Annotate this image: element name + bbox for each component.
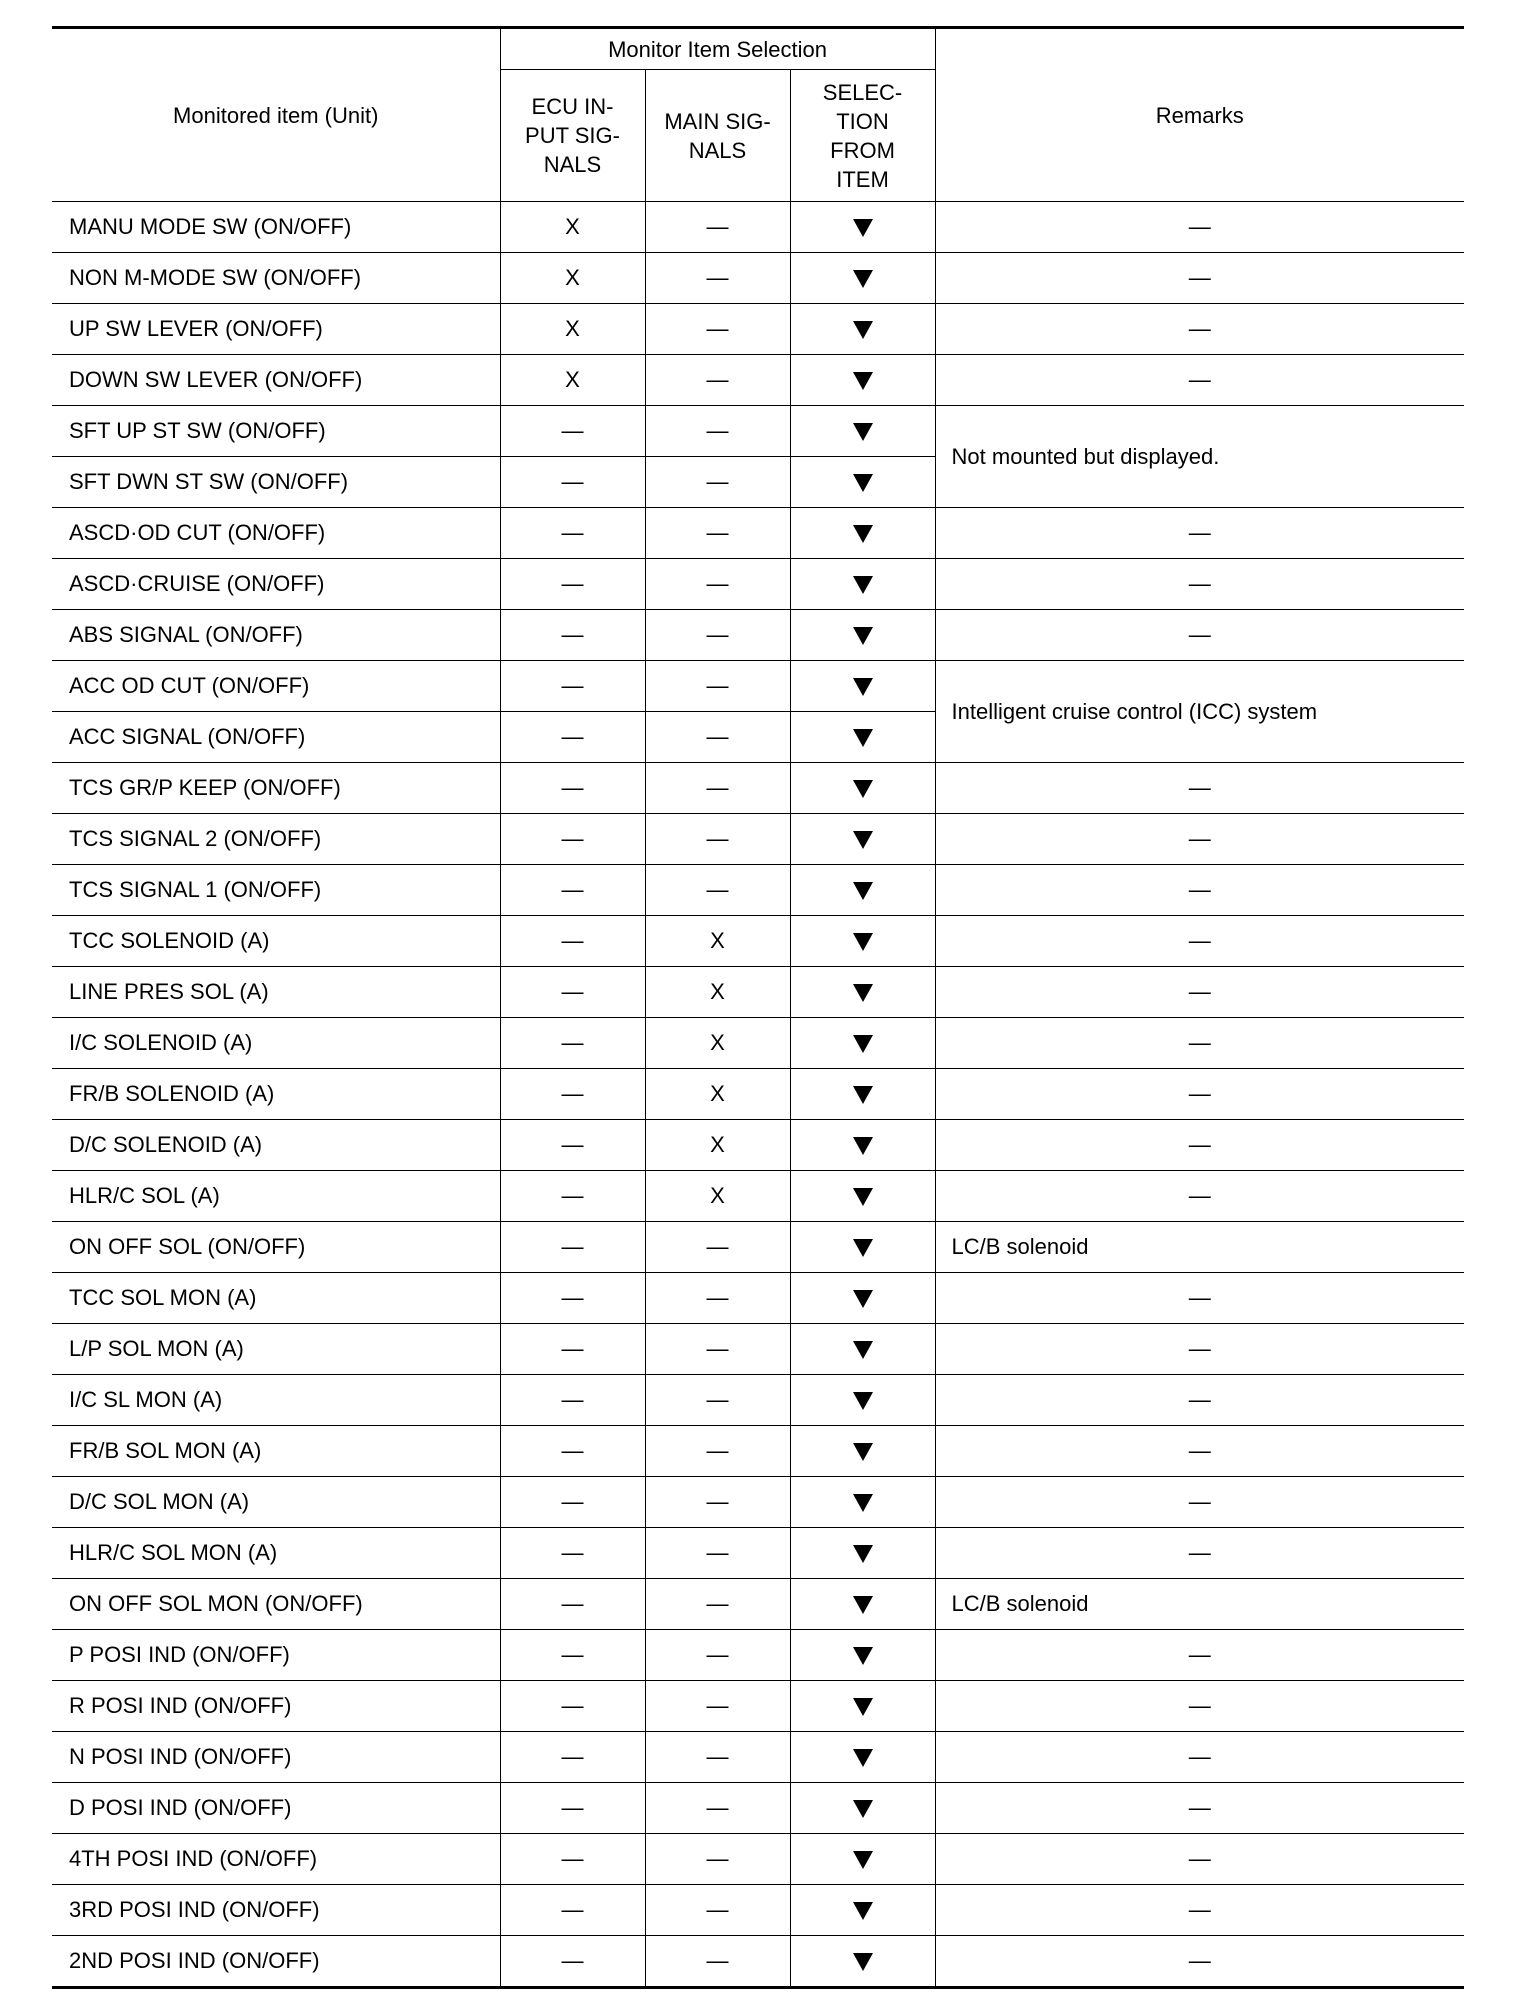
monitored-item-cell: ABS SIGNAL (ON/OFF) xyxy=(52,610,500,661)
table-row xyxy=(52,916,1464,967)
remarks-cell: — xyxy=(935,1630,1464,1681)
ecu-input-mark: — xyxy=(500,865,645,916)
header-sel-line-1: SELEC- xyxy=(822,79,903,105)
table-row xyxy=(52,1171,1464,1222)
monitored-item-cell: I/C SOLENOID (A) xyxy=(52,1018,500,1069)
table-row xyxy=(52,865,1464,916)
main-signals-mark: X xyxy=(645,1069,790,1120)
selection-from-item-mark xyxy=(790,1120,935,1171)
monitored-item-cell: N POSI IND (ON/OFF) xyxy=(52,1732,500,1783)
main-signals-mark: — xyxy=(645,610,790,661)
monitored-item-cell: D/C SOL MON (A) xyxy=(52,1477,500,1528)
selection-from-item-mark xyxy=(790,1222,935,1273)
selection-from-item-mark xyxy=(790,1426,935,1477)
down-triangle-icon xyxy=(853,882,873,900)
main-signals-mark: — xyxy=(645,1732,790,1783)
monitored-item-cell: ASCD·OD CUT (ON/OFF) xyxy=(52,508,500,559)
monitored-item-cell: ACC SIGNAL (ON/OFF) xyxy=(52,712,500,763)
remarks-cell: — xyxy=(935,1885,1464,1936)
selection-from-item-mark xyxy=(790,763,935,814)
ecu-input-mark: — xyxy=(500,610,645,661)
remarks-cell: LC/B solenoid xyxy=(935,1579,1464,1630)
selection-from-item-mark xyxy=(790,610,935,661)
down-triangle-icon xyxy=(853,984,873,1002)
main-signals-mark: — xyxy=(645,1324,790,1375)
remarks-cell: — xyxy=(935,916,1464,967)
remarks-cell: — xyxy=(935,1681,1464,1732)
main-signals-mark: — xyxy=(645,1834,790,1885)
table-row xyxy=(52,1426,1464,1477)
table-row xyxy=(52,1630,1464,1681)
main-signals-mark: — xyxy=(645,865,790,916)
ecu-input-mark: — xyxy=(500,1885,645,1936)
ecu-input-mark: — xyxy=(500,1783,645,1834)
ecu-input-mark: X xyxy=(500,355,645,406)
ecu-input-mark: — xyxy=(500,1630,645,1681)
remarks-cell: — xyxy=(935,967,1464,1018)
selection-from-item-mark xyxy=(790,712,935,763)
main-signals-mark: X xyxy=(645,967,790,1018)
down-triangle-icon xyxy=(853,1851,873,1869)
monitored-item-cell: UP SW LEVER (ON/OFF) xyxy=(52,304,500,355)
monitored-item-cell: NON M-MODE SW (ON/OFF) xyxy=(52,253,500,304)
table-row xyxy=(52,1018,1464,1069)
down-triangle-icon xyxy=(853,1800,873,1818)
table-row xyxy=(52,202,1464,253)
remarks-cell: Intelligent cruise control (ICC) system xyxy=(935,661,1464,763)
ecu-input-mark: — xyxy=(500,1834,645,1885)
monitored-item-cell: I/C SL MON (A) xyxy=(52,1375,500,1426)
monitor-item-table xyxy=(52,26,1464,1989)
selection-from-item-mark xyxy=(790,1324,935,1375)
ecu-input-mark: — xyxy=(500,1273,645,1324)
header-main-line-2: NALS xyxy=(688,137,747,163)
remarks-cell: — xyxy=(935,253,1464,304)
monitored-item-cell: TCS SIGNAL 2 (ON/OFF) xyxy=(52,814,500,865)
header-sel-line-4: ITEM xyxy=(836,166,889,192)
main-signals-mark: X xyxy=(645,1171,790,1222)
header-monitored-item: Monitored item (Unit) xyxy=(52,28,500,202)
monitored-item-cell: D/C SOLENOID (A) xyxy=(52,1120,500,1171)
main-signals-mark: X xyxy=(645,916,790,967)
monitored-item-cell: FR/B SOLENOID (A) xyxy=(52,1069,500,1120)
table-row xyxy=(52,1120,1464,1171)
header-ecu-line-2: PUT SIG- xyxy=(525,123,620,148)
main-signals-mark: — xyxy=(645,457,790,508)
down-triangle-icon xyxy=(853,372,873,390)
main-signals-mark: — xyxy=(645,814,790,865)
down-triangle-icon xyxy=(853,1035,873,1053)
monitored-item-cell: DOWN SW LEVER (ON/OFF) xyxy=(52,355,500,406)
monitored-item-cell: 4TH POSI IND (ON/OFF) xyxy=(52,1834,500,1885)
remarks-cell: — xyxy=(935,865,1464,916)
selection-from-item-mark xyxy=(790,1783,935,1834)
monitored-item-cell: ACC OD CUT (ON/OFF) xyxy=(52,661,500,712)
ecu-input-mark: X xyxy=(500,253,645,304)
table-row xyxy=(52,967,1464,1018)
main-signals-mark: — xyxy=(645,355,790,406)
monitored-item-cell: ON OFF SOL MON (ON/OFF) xyxy=(52,1579,500,1630)
table-row xyxy=(52,763,1464,814)
down-triangle-icon xyxy=(853,1647,873,1665)
ecu-input-mark: — xyxy=(500,1120,645,1171)
remarks-cell: — xyxy=(935,1018,1464,1069)
selection-from-item-mark xyxy=(790,1681,935,1732)
header-selection-from-item xyxy=(790,70,935,202)
selection-from-item-mark xyxy=(790,1630,935,1681)
ecu-input-mark: — xyxy=(500,508,645,559)
remarks-cell: — xyxy=(935,1375,1464,1426)
down-triangle-icon xyxy=(853,576,873,594)
down-triangle-icon xyxy=(853,1953,873,1971)
remarks-cell: — xyxy=(935,1069,1464,1120)
remarks-cell: — xyxy=(935,610,1464,661)
down-triangle-icon xyxy=(853,1290,873,1308)
main-signals-mark: — xyxy=(645,712,790,763)
main-signals-mark: — xyxy=(645,763,790,814)
selection-from-item-mark xyxy=(790,1273,935,1324)
selection-from-item-mark xyxy=(790,916,935,967)
ecu-input-mark: — xyxy=(500,1171,645,1222)
main-signals-mark: — xyxy=(645,1273,790,1324)
monitored-item-cell: 2ND POSI IND (ON/OFF) xyxy=(52,1936,500,1988)
ecu-input-mark: — xyxy=(500,967,645,1018)
remarks-cell: Not mounted but displayed. xyxy=(935,406,1464,508)
selection-from-item-mark xyxy=(790,967,935,1018)
selection-from-item-mark xyxy=(790,1171,935,1222)
monitored-item-cell: ASCD·CRUISE (ON/OFF) xyxy=(52,559,500,610)
remarks-cell: — xyxy=(935,1171,1464,1222)
header-main-signals xyxy=(645,70,790,202)
table-row xyxy=(52,304,1464,355)
header-monitor-item-selection: Monitor Item Selection xyxy=(500,28,935,70)
down-triangle-icon xyxy=(853,627,873,645)
remarks-cell: — xyxy=(935,1324,1464,1375)
main-signals-mark: — xyxy=(645,1375,790,1426)
table-row xyxy=(52,508,1464,559)
ecu-input-mark: — xyxy=(500,1681,645,1732)
selection-from-item-mark xyxy=(790,814,935,865)
remarks-cell: — xyxy=(935,1834,1464,1885)
monitored-item-cell: HLR/C SOL (A) xyxy=(52,1171,500,1222)
monitored-item-cell: D POSI IND (ON/OFF) xyxy=(52,1783,500,1834)
down-triangle-icon xyxy=(853,321,873,339)
main-signals-mark: — xyxy=(645,202,790,253)
main-signals-mark: — xyxy=(645,304,790,355)
main-signals-mark: — xyxy=(645,1936,790,1988)
monitored-item-cell: FR/B SOL MON (A) xyxy=(52,1426,500,1477)
monitored-item-cell: L/P SOL MON (A) xyxy=(52,1324,500,1375)
down-triangle-icon xyxy=(853,1902,873,1920)
ecu-input-mark: — xyxy=(500,1324,645,1375)
table-row xyxy=(52,1273,1464,1324)
down-triangle-icon xyxy=(853,270,873,288)
main-signals-mark: — xyxy=(645,1528,790,1579)
table-row xyxy=(52,1375,1464,1426)
selection-from-item-mark xyxy=(790,1936,935,1988)
header-ecu-line-1: ECU IN- xyxy=(531,94,614,119)
down-triangle-icon xyxy=(853,1137,873,1155)
down-triangle-icon xyxy=(853,933,873,951)
selection-from-item-mark xyxy=(790,559,935,610)
header-main-line-1: MAIN SIG- xyxy=(664,108,771,134)
main-signals-mark: — xyxy=(645,1579,790,1630)
remarks-cell: — xyxy=(935,1477,1464,1528)
remarks-cell: — xyxy=(935,559,1464,610)
monitored-item-cell: SFT UP ST SW (ON/OFF) xyxy=(52,406,500,457)
table-row xyxy=(52,814,1464,865)
table-row xyxy=(52,1324,1464,1375)
down-triangle-icon xyxy=(853,525,873,543)
remarks-cell: — xyxy=(935,1936,1464,1988)
ecu-input-mark: — xyxy=(500,457,645,508)
remarks-cell: — xyxy=(935,763,1464,814)
selection-from-item-mark xyxy=(790,406,935,457)
monitored-item-cell: TCS SIGNAL 1 (ON/OFF) xyxy=(52,865,500,916)
main-signals-mark: — xyxy=(645,1681,790,1732)
table-row xyxy=(52,406,1464,457)
monitored-item-cell: TCC SOLENOID (A) xyxy=(52,916,500,967)
table-row xyxy=(52,1885,1464,1936)
selection-from-item-mark xyxy=(790,1528,935,1579)
table-header xyxy=(52,28,1464,202)
table-row xyxy=(52,1477,1464,1528)
ecu-input-mark: — xyxy=(500,814,645,865)
selection-from-item-mark xyxy=(790,865,935,916)
remarks-cell: — xyxy=(935,1120,1464,1171)
main-signals-mark: — xyxy=(645,1222,790,1273)
down-triangle-icon xyxy=(853,678,873,696)
monitored-item-cell: LINE PRES SOL (A) xyxy=(52,967,500,1018)
monitored-item-cell: HLR/C SOL MON (A) xyxy=(52,1528,500,1579)
selection-from-item-mark xyxy=(790,1885,935,1936)
selection-from-item-mark xyxy=(790,1477,935,1528)
main-signals-mark: — xyxy=(645,661,790,712)
remarks-cell: — xyxy=(935,814,1464,865)
remarks-cell: — xyxy=(935,1273,1464,1324)
down-triangle-icon xyxy=(853,219,873,237)
selection-from-item-mark xyxy=(790,661,935,712)
monitored-item-cell: 3RD POSI IND (ON/OFF) xyxy=(52,1885,500,1936)
selection-from-item-mark xyxy=(790,457,935,508)
table-row xyxy=(52,559,1464,610)
selection-from-item-mark xyxy=(790,1834,935,1885)
header-ecu-input-signals xyxy=(500,70,645,202)
down-triangle-icon xyxy=(853,474,873,492)
remarks-cell: — xyxy=(935,1783,1464,1834)
monitored-item-cell: TCS GR/P KEEP (ON/OFF) xyxy=(52,763,500,814)
monitored-item-cell: R POSI IND (ON/OFF) xyxy=(52,1681,500,1732)
ecu-input-mark: — xyxy=(500,661,645,712)
table-row xyxy=(52,355,1464,406)
table-row xyxy=(52,1069,1464,1120)
table-row xyxy=(52,610,1464,661)
selection-from-item-mark xyxy=(790,355,935,406)
ecu-input-mark: — xyxy=(500,1018,645,1069)
header-sel-line-2: TION xyxy=(836,108,889,134)
selection-from-item-mark xyxy=(790,1018,935,1069)
ecu-input-mark: — xyxy=(500,712,645,763)
table-row xyxy=(52,253,1464,304)
ecu-input-mark: X xyxy=(500,202,645,253)
table-row xyxy=(52,1222,1464,1273)
down-triangle-icon xyxy=(853,1188,873,1206)
selection-from-item-mark xyxy=(790,1375,935,1426)
ecu-input-mark: — xyxy=(500,1069,645,1120)
monitored-item-cell: ON OFF SOL (ON/OFF) xyxy=(52,1222,500,1273)
down-triangle-icon xyxy=(853,1341,873,1359)
ecu-input-mark: — xyxy=(500,763,645,814)
selection-from-item-mark xyxy=(790,508,935,559)
down-triangle-icon xyxy=(853,780,873,798)
remarks-cell: — xyxy=(935,202,1464,253)
table-row xyxy=(52,1834,1464,1885)
main-signals-mark: — xyxy=(645,559,790,610)
ecu-input-mark: — xyxy=(500,406,645,457)
remarks-cell: — xyxy=(935,1528,1464,1579)
main-signals-mark: — xyxy=(645,253,790,304)
table-body xyxy=(52,202,1464,1988)
down-triangle-icon xyxy=(853,1545,873,1563)
selection-from-item-mark xyxy=(790,304,935,355)
ecu-input-mark: — xyxy=(500,559,645,610)
header-ecu-line-3: NALS xyxy=(543,152,602,177)
table-row xyxy=(52,1681,1464,1732)
table-row xyxy=(52,1732,1464,1783)
table-row xyxy=(52,1936,1464,1988)
monitored-item-cell: SFT DWN ST SW (ON/OFF) xyxy=(52,457,500,508)
ecu-input-mark: — xyxy=(500,1222,645,1273)
monitored-item-cell: TCC SOL MON (A) xyxy=(52,1273,500,1324)
table-row xyxy=(52,661,1464,712)
remarks-cell: — xyxy=(935,304,1464,355)
monitored-item-cell: P POSI IND (ON/OFF) xyxy=(52,1630,500,1681)
main-signals-mark: — xyxy=(645,406,790,457)
ecu-input-mark: — xyxy=(500,1426,645,1477)
ecu-input-mark: — xyxy=(500,1732,645,1783)
selection-from-item-mark xyxy=(790,1579,935,1630)
down-triangle-icon xyxy=(853,1443,873,1461)
table-row xyxy=(52,1783,1464,1834)
down-triangle-icon xyxy=(853,423,873,441)
ecu-input-mark: — xyxy=(500,1936,645,1988)
main-signals-mark: — xyxy=(645,1426,790,1477)
remarks-cell: LC/B solenoid xyxy=(935,1222,1464,1273)
down-triangle-icon xyxy=(853,1749,873,1767)
ecu-input-mark: — xyxy=(500,1579,645,1630)
down-triangle-icon xyxy=(853,831,873,849)
remarks-cell: — xyxy=(935,1732,1464,1783)
main-signals-mark: — xyxy=(645,1630,790,1681)
remarks-cell: — xyxy=(935,508,1464,559)
ecu-input-mark: — xyxy=(500,1375,645,1426)
main-signals-mark: — xyxy=(645,1477,790,1528)
ecu-input-mark: X xyxy=(500,304,645,355)
ecu-input-mark: — xyxy=(500,1477,645,1528)
main-signals-mark: X xyxy=(645,1120,790,1171)
selection-from-item-mark xyxy=(790,202,935,253)
selection-from-item-mark xyxy=(790,1069,935,1120)
selection-from-item-mark xyxy=(790,1732,935,1783)
down-triangle-icon xyxy=(853,1086,873,1104)
down-triangle-icon xyxy=(853,729,873,747)
remarks-cell: — xyxy=(935,355,1464,406)
down-triangle-icon xyxy=(853,1596,873,1614)
main-signals-mark: — xyxy=(645,1783,790,1834)
remarks-cell: — xyxy=(935,1426,1464,1477)
ecu-input-mark: — xyxy=(500,1528,645,1579)
main-signals-mark: — xyxy=(645,1885,790,1936)
header-sel-line-3: FROM xyxy=(830,137,895,163)
down-triangle-icon xyxy=(853,1392,873,1410)
selection-from-item-mark xyxy=(790,253,935,304)
header-remarks: Remarks xyxy=(935,28,1464,202)
down-triangle-icon xyxy=(853,1494,873,1512)
main-signals-mark: — xyxy=(645,508,790,559)
down-triangle-icon xyxy=(853,1239,873,1257)
table-row xyxy=(52,1528,1464,1579)
main-signals-mark: X xyxy=(645,1018,790,1069)
ecu-input-mark: — xyxy=(500,916,645,967)
table-row xyxy=(52,1579,1464,1630)
down-triangle-icon xyxy=(853,1698,873,1716)
monitored-item-cell: MANU MODE SW (ON/OFF) xyxy=(52,202,500,253)
